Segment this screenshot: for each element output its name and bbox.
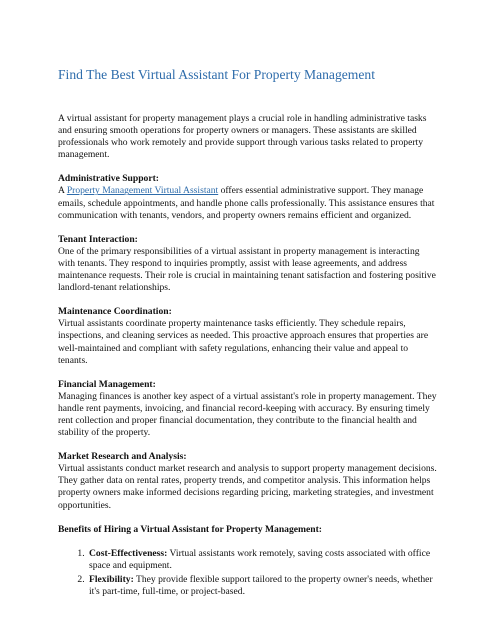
- list-item: [87, 548, 438, 572]
- section-heading: Maintenance Coordination:: [58, 306, 172, 318]
- list-item-text: They provide flexible support tailored to the property owner's needs, whether it's part-time, full-time, or project-based.: [89, 573, 433, 597]
- property-management-va-link[interactable]: Property Management Virtual Assistant: [66, 185, 219, 197]
- section-body: Virtual assistants coordinate property maintenance tasks efficiently. They schedule repairs, inspections, and cleaning services as needed. This proactive approach ensures that properties are well-maintained and compliant with safety regulations, enhancing their value and appeal to tenants.: [58, 318, 429, 366]
- section-tenant-interaction: [58, 234, 438, 294]
- section-financial-management: [58, 379, 438, 439]
- list-item-text: Virtual assistants work remotely, saving costs associated with office space and equipment.: [89, 547, 431, 571]
- section-administrative-support: [58, 173, 438, 221]
- section-body-text: offers essential administrative support. They manage emails, schedule appointments, and handle phone calls professionally. This assistance ensures that communication with tenants, vendors, and property owners remains efficient and organized.: [58, 185, 435, 221]
- section-heading: Administrative Support:: [58, 173, 160, 185]
- list-item: [87, 574, 438, 598]
- list-item-label: Cost-Effectiveness:: [89, 547, 168, 559]
- list-item-label: Flexibility:: [89, 573, 134, 585]
- section-body-prefix: A: [58, 185, 67, 197]
- page-title: Find The Best Virtual Assistant For Property Management: [58, 67, 375, 82]
- benefits-heading: Benefits of Hiring a Virtual Assistant for Property Management:: [58, 523, 322, 535]
- section-maintenance-coordination: [58, 306, 438, 366]
- section-heading: Financial Management:: [58, 378, 156, 390]
- section-heading: Market Research and Analysis:: [58, 451, 187, 463]
- document-page: [58, 66, 438, 600]
- section-body: Virtual assistants conduct market research and analysis to support property management decisions. They gather data on rental rates, property trends, and competitor analysis. This information helps property owners make informed decisions regarding pricing, marketing strategies, and investment opportunities.: [58, 463, 437, 511]
- section-body: One of the primary responsibilities of a virtual assistant in property management is interacting with tenants. They respond to inquiries promptly, assist with lease agreements, and address maintenance requests. Their role is crucial in maintaining tenant satisfaction and fostering positive landlord-tenant relationships.: [58, 245, 436, 294]
- section-body: [58, 185, 438, 221]
- section-market-research: [58, 451, 438, 511]
- intro-paragraph: A virtual assistant for property management plays a crucial role in handling administrative tasks and ensuring smooth operations for property owners or managers. These assistants are skilled professionals who work remotely and provide support through various tasks related to property management.: [58, 113, 427, 161]
- section-heading: Tenant Interaction:: [58, 233, 138, 245]
- benefits-list: [58, 548, 438, 598]
- section-body: Managing finances is another key aspect of a virtual assistant's role in property management. They handle rent payments, invoicing, and financial record-keeping with accuracy. By ensuring timely rent collection and proper financial documentation, they contribute to the financial health and stability of the property.: [58, 390, 437, 439]
